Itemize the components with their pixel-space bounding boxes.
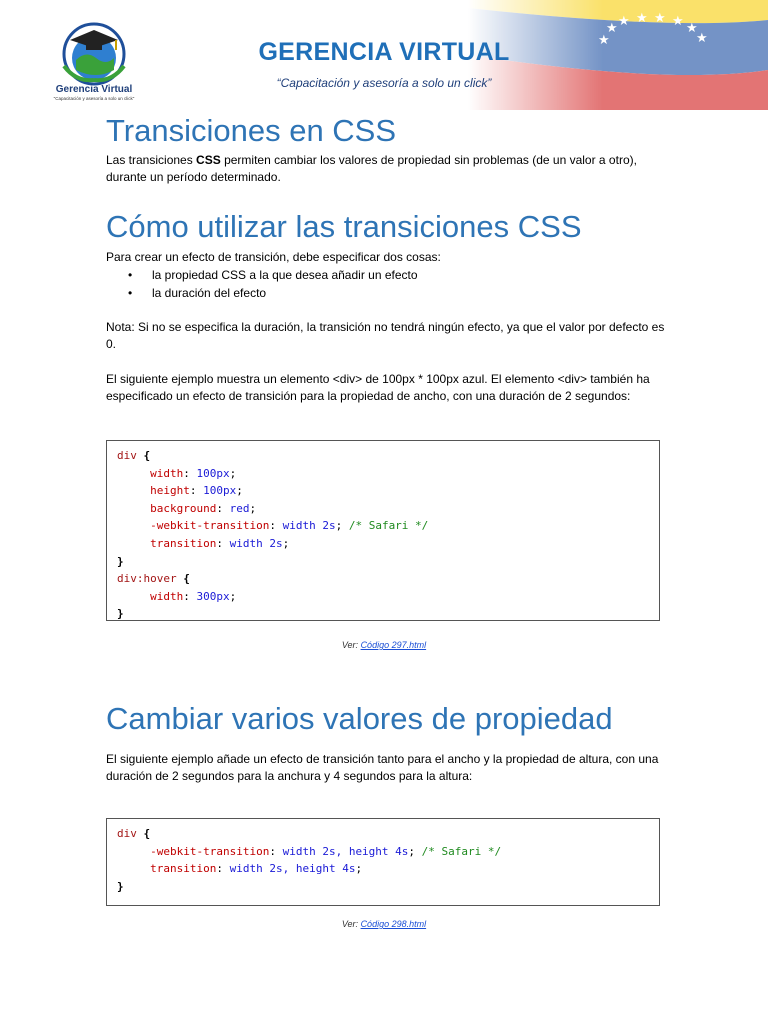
example-paragraph: El siguiente ejemplo muestra un elemento <div> de 100px * 100px azul. El elemento <div> también ha especificado un efecto de transición para la propiedad de ancho, con una duración de 2 segundos: [106, 372, 650, 403]
list-item: • la propiedad CSS a la que desea añadir un efecto [126, 266, 418, 284]
code-block-297: div { width: 100px; height: 100px; background: red; -webkit-transition: width 2s; /* Safari */ transition: width 2s; } div:hover { width: 300px; } [106, 440, 660, 621]
section-heading-transitions: Transiciones en CSS [106, 113, 397, 148]
see-code-298: Ver: Código 298.html [341, 919, 427, 929]
header-title: GERENCIA VIRTUAL [258, 38, 510, 66]
section-heading-how-to-use: Cómo utilizar las transiciones CSS [106, 209, 582, 244]
section2-intro: Para crear un efecto de transición, debe especificar dos cosas: [106, 250, 441, 264]
requirements-list [126, 266, 418, 302]
note-paragraph: Nota: Si no se especifica la duración, la transición no tendrá ningún efecto, ya que el valor por defecto es 0. [106, 320, 665, 351]
see-code-297: Ver: Código 297.html [341, 640, 427, 650]
logo-text: Gerencia Virtual [55, 84, 133, 95]
section3-paragraph: El siguiente ejemplo añade un efecto de transición tanto para el ancho y la propiedad de altura, con una duración de 2 segundos para la anchura y 4 segundos para la altura: [106, 752, 659, 783]
header-subtitle: “Capacitación y asesoría a solo un click” [276, 76, 492, 90]
code-298-link[interactable]: Código 298.html [360, 919, 427, 929]
list-item: • la duración del efecto [126, 284, 418, 302]
section1-paragraph: Las transiciones CSS permiten cambiar los valores de propiedad sin problemas (de un valor a otro), durante un período determinado. [106, 153, 637, 184]
logo-tagline: "Capacitación y asesoría a solo un click" [53, 96, 135, 101]
code-block-298: div { -webkit-transition: width 2s, height 4s; /* Safari */ transition: width 2s, height 4s; } [106, 818, 660, 906]
section-heading-multiple-values: Cambiar varios valores de propiedad [106, 701, 613, 736]
code-297-link[interactable]: Código 297.html [360, 640, 427, 650]
